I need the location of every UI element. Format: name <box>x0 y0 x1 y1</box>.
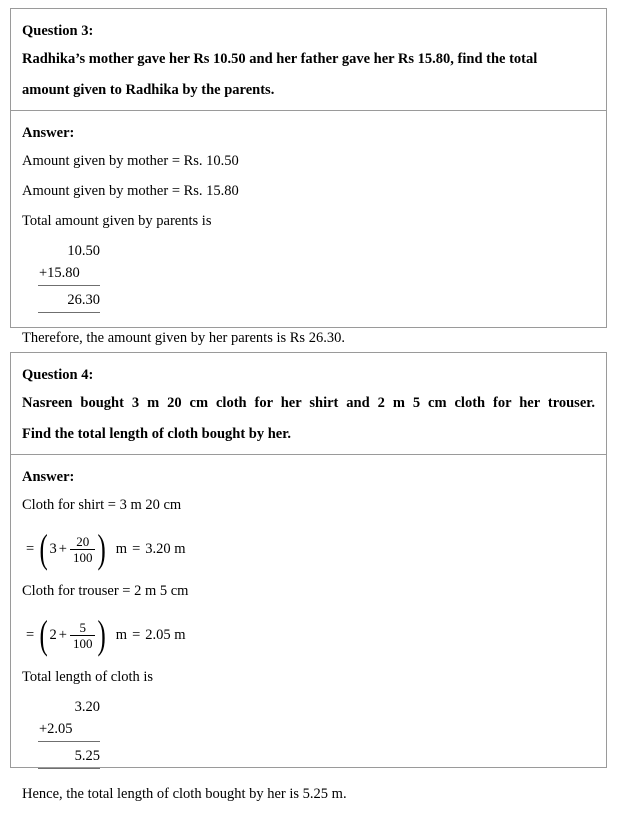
shirt-equation-result: 3.20 m <box>145 540 186 557</box>
answer-3-heading: Answer: <box>22 125 75 141</box>
trouser-equation-plus: + <box>58 626 67 643</box>
trouser-equation-result: 2.05 m <box>145 626 186 643</box>
question-3-heading: Question 3: <box>22 23 94 39</box>
question-4-prompt-section <box>11 353 606 454</box>
answer-3-line-1: Amount given by mother = Rs. 10.50 <box>22 153 239 169</box>
question-3-text-line-2: amount given to Radhika by the parents. <box>22 82 275 98</box>
shirt-equation-result-equals: = <box>132 540 141 557</box>
addition-3-first-operand: 10.50 <box>67 243 100 259</box>
trouser-equation-result-equals: = <box>132 626 141 643</box>
addition-3-total: 26.30 <box>38 289 100 313</box>
trouser-fraction-numerator: 5 <box>79 619 86 635</box>
shirt-fraction-numerator: 20 <box>76 533 90 549</box>
answer-4-addition-block <box>22 696 595 769</box>
question-3-text-line-1: Radhika’s mother gave her Rs 10.50 and her father gave her Rs 15.80, find the total <box>22 51 538 67</box>
answer-4-conclusion: Hence, the total length of cloth bought by her is 5.25 m. <box>22 786 347 802</box>
answer-3-addition-block <box>22 240 595 313</box>
trouser-equation-close-paren: ) <box>97 612 107 657</box>
question-4-text-line-1: Nasreen bought 3 m 20 cm cloth for her shirt and 2 m 5 cm cloth for her trouser. <box>22 395 595 411</box>
trouser-equation-whole-number: 2 <box>49 626 57 643</box>
answer-3-line-2: Amount given by mother = Rs. 15.80 <box>22 183 239 199</box>
question-3-prompt-section <box>11 9 606 110</box>
answer-4-total-label: Total length of cloth is <box>22 669 154 685</box>
shirt-equation-plus: + <box>58 540 67 557</box>
answer-4-trouser-label: Cloth for trouser = 2 m 5 cm <box>22 583 189 599</box>
answer-4-shirt-equation <box>22 526 595 572</box>
trouser-equation-fraction <box>70 621 96 650</box>
trouser-equation-unit: m <box>115 626 128 643</box>
trouser-fraction-denominator: 100 <box>70 635 96 650</box>
shirt-equation-equals: = <box>26 540 35 557</box>
trouser-equation-equals: = <box>26 626 35 643</box>
shirt-equation-unit: m <box>115 540 128 557</box>
question-4-text-line-2: Find the total length of cloth bought by her. <box>22 426 291 442</box>
shirt-equation-close-paren: ) <box>97 526 107 571</box>
addition-3-spacer <box>22 286 595 289</box>
question-4-answer-section <box>11 454 606 815</box>
addition-4-total: 5.25 <box>38 745 100 769</box>
addition-3-second-operand: +15.80 <box>38 262 100 286</box>
answer-3-line-3: Total amount given by parents is <box>22 213 212 229</box>
question-block-4 <box>10 352 607 802</box>
addition-4-first-operand: 3.20 <box>74 699 100 715</box>
addition-4-second-operand: +2.05 <box>38 718 100 742</box>
question-4-heading: Question 4: <box>22 367 94 383</box>
answer-3-conclusion: Therefore, the amount given by her parents is Rs 26.30. <box>22 330 345 346</box>
answer-4-heading: Answer: <box>22 469 75 485</box>
shirt-equation-fraction <box>70 535 96 564</box>
answer-4-trouser-equation <box>22 612 595 658</box>
shirt-fraction-denominator: 100 <box>70 549 96 564</box>
shirt-equation-whole-number: 3 <box>49 540 57 557</box>
shirt-equation-open-paren: ( <box>39 526 48 571</box>
question-block-3 <box>10 8 607 346</box>
trouser-equation-open-paren: ( <box>39 612 48 657</box>
addition-4-spacer <box>22 742 595 745</box>
answer-4-shirt-label: Cloth for shirt = 3 m 20 cm <box>22 497 182 513</box>
question-3-answer-section <box>11 110 606 359</box>
